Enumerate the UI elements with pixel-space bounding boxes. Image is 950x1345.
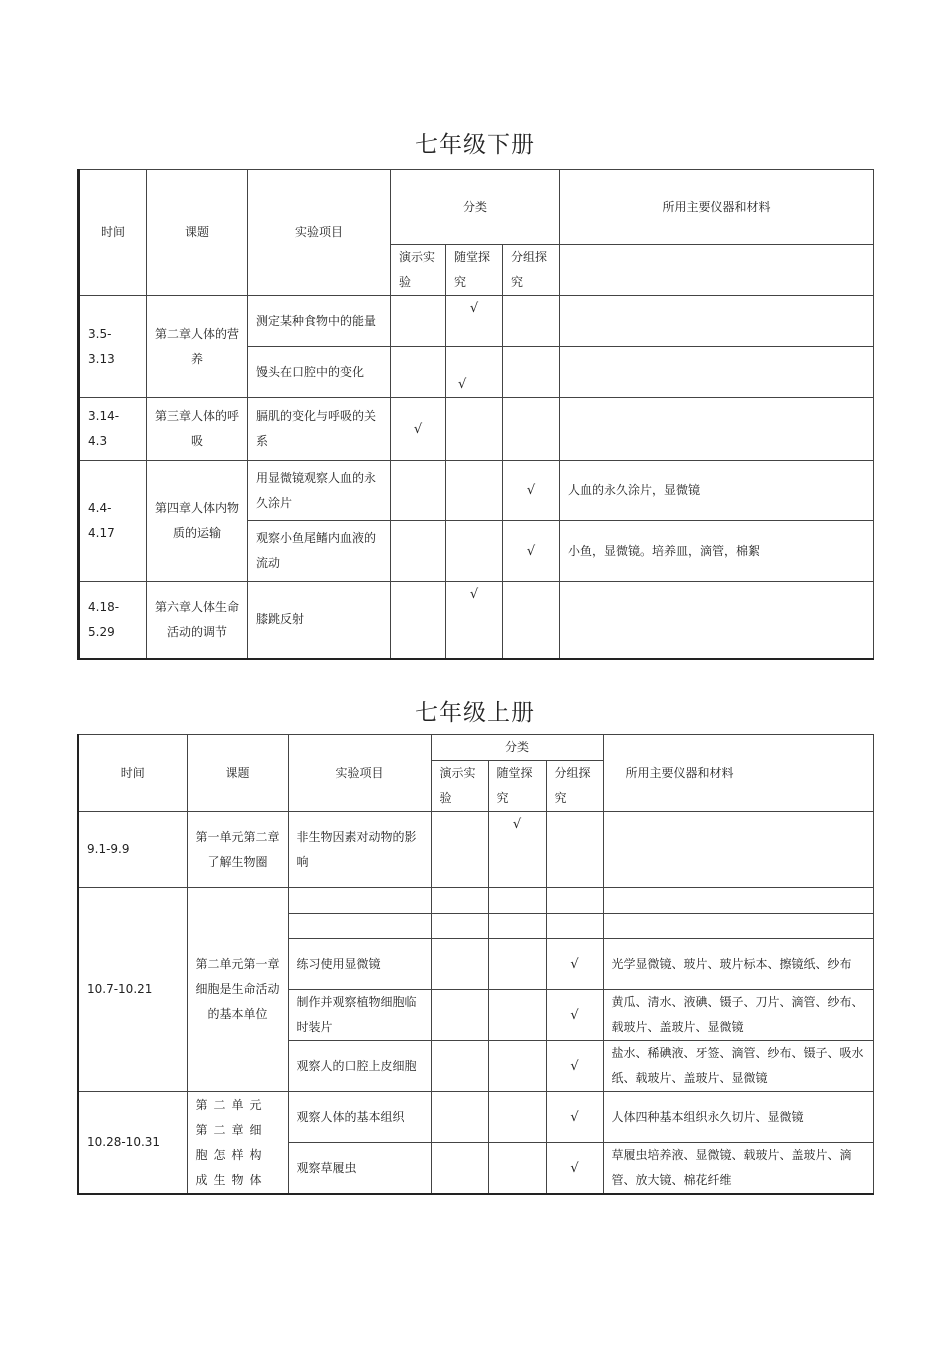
check-group: √ <box>503 521 560 582</box>
header-demo: 演示实验 <box>431 761 488 812</box>
check-group <box>503 398 560 461</box>
check-group: √ <box>503 461 560 521</box>
row-topic: 第一单元第二章了解生物圈 <box>187 812 288 888</box>
row-experiment: 观察人体的基本组织 <box>288 1092 431 1143</box>
check-group <box>546 812 603 888</box>
row-experiment: 观察小鱼尾鳍内血液的流动 <box>248 521 391 582</box>
row-materials: 人血的永久涂片，显微镜 <box>560 461 874 521</box>
check-group: √ <box>546 1041 603 1092</box>
header-experiment: 实验项目 <box>288 735 431 812</box>
check-demo <box>391 296 446 347</box>
row-materials: 人体四种基本组织永久切片、显微镜 <box>603 1092 873 1143</box>
row-materials <box>560 582 874 659</box>
row-experiment: 馒头在口腔中的变化 <box>248 347 391 398</box>
check-demo <box>431 1041 488 1092</box>
check-demo <box>431 990 488 1041</box>
row-experiment: 非生物因素对动物的影响 <box>288 812 431 888</box>
row-topic: 第四章人体内物质的运输 <box>147 461 248 582</box>
row-experiment: 练习使用显微镜 <box>288 939 431 990</box>
check-class <box>488 1143 546 1195</box>
check-class <box>488 990 546 1041</box>
check-demo <box>391 461 446 521</box>
check-class: √ <box>446 296 503 347</box>
header-materials: 所用主要仪器和材料 <box>603 735 873 812</box>
row-topic: 第六章人体生命活动的调节 <box>147 582 248 659</box>
header-time: 时间 <box>78 735 187 812</box>
row-materials: 草履虫培养液、显微镜、载玻片、盖玻片、滴管、放大镜、棉花纤维 <box>603 1143 873 1195</box>
check-group: √ <box>546 1143 603 1195</box>
check-class <box>488 1092 546 1143</box>
row-experiment: 测定某种食物中的能量 <box>248 296 391 347</box>
row-materials <box>560 347 874 398</box>
check-demo <box>431 888 488 914</box>
check-demo <box>391 347 446 398</box>
header-group: 分组探究 <box>503 245 560 296</box>
row-materials <box>603 914 873 939</box>
row-materials: 光学显微镜、玻片、玻片标本、擦镜纸、纱布 <box>603 939 873 990</box>
row-materials <box>560 296 874 347</box>
header-class: 随堂探究 <box>446 245 503 296</box>
check-class: √ <box>488 812 546 888</box>
header-experiment: 实验项目 <box>248 170 391 296</box>
check-demo: √ <box>391 398 446 461</box>
check-group: √ <box>546 1092 603 1143</box>
check-group: √ <box>546 939 603 990</box>
row-time: 3.14-4.3 <box>79 398 147 461</box>
check-demo <box>391 521 446 582</box>
row-time: 3.5-3.13 <box>79 296 147 398</box>
check-class <box>446 398 503 461</box>
check-demo <box>431 812 488 888</box>
check-group: √ <box>546 990 603 1041</box>
check-class <box>446 461 503 521</box>
row-experiment: 用显微镜观察人血的永久涂片 <box>248 461 391 521</box>
check-class <box>488 939 546 990</box>
header-group: 分组探究 <box>546 761 603 812</box>
check-group <box>503 347 560 398</box>
row-materials <box>560 398 874 461</box>
check-class: √ <box>446 347 503 398</box>
check-class: √ <box>446 582 503 659</box>
check-group <box>546 888 603 914</box>
check-class <box>488 1041 546 1092</box>
header-topic: 课题 <box>187 735 288 812</box>
check-demo <box>431 1092 488 1143</box>
header-category: 分类 <box>391 170 560 245</box>
header-class: 随堂探究 <box>488 761 546 812</box>
row-time: 4.4-4.17 <box>79 461 147 582</box>
check-demo <box>431 1143 488 1195</box>
row-topic: 第二单元第一章细胞是生命活动的基本单位 <box>187 888 288 1092</box>
row-materials: 黄瓜、清水、液碘、镊子、刀片、滴管、纱布、载玻片、盖玻片、显微镜 <box>603 990 873 1041</box>
row-experiment: 观察草履虫 <box>288 1143 431 1195</box>
row-time: 10.7-10.21 <box>78 888 187 1092</box>
upper-volume-table <box>77 734 874 1195</box>
row-materials <box>603 888 873 914</box>
row-experiment: 膝跳反射 <box>248 582 391 659</box>
row-experiment <box>288 888 431 914</box>
header-materials: 所用主要仪器和材料 <box>560 170 874 245</box>
check-group <box>546 914 603 939</box>
row-topic: 第二单元第二章细胞怎样构成生物体 <box>187 1092 288 1195</box>
row-topic: 第三章人体的呼吸 <box>147 398 248 461</box>
check-demo <box>391 582 446 659</box>
row-time: 10.28-10.31 <box>78 1092 187 1195</box>
row-experiment <box>288 914 431 939</box>
check-class <box>446 521 503 582</box>
upper-volume-title: 七年级上册 <box>415 700 535 726</box>
row-experiment: 膈肌的变化与呼吸的关系 <box>248 398 391 461</box>
row-time: 9.1-9.9 <box>78 812 187 888</box>
row-topic: 第二章人体的营养 <box>147 296 248 398</box>
header-topic: 课题 <box>147 170 248 296</box>
check-group <box>503 582 560 659</box>
row-experiment: 观察人的口腔上皮细胞 <box>288 1041 431 1092</box>
check-demo <box>431 939 488 990</box>
check-group <box>503 296 560 347</box>
check-class <box>488 888 546 914</box>
row-time: 4.18-5.29 <box>79 582 147 659</box>
row-materials <box>603 812 873 888</box>
lower-volume-table <box>77 169 874 660</box>
row-materials: 小鱼，显微镜。培养皿，滴管，棉絮 <box>560 521 874 582</box>
header-category: 分类 <box>431 735 603 761</box>
header-materials-blank <box>560 245 874 296</box>
lower-volume-title: 七年级下册 <box>415 132 535 158</box>
check-demo <box>431 914 488 939</box>
row-materials: 盐水、稀碘液、牙签、滴管、纱布、镊子、吸水纸、载玻片、盖玻片、显微镜 <box>603 1041 873 1092</box>
row-experiment: 制作并观察植物细胞临时装片 <box>288 990 431 1041</box>
check-class <box>488 914 546 939</box>
header-demo: 演示实验 <box>391 245 446 296</box>
header-time: 时间 <box>79 170 147 296</box>
